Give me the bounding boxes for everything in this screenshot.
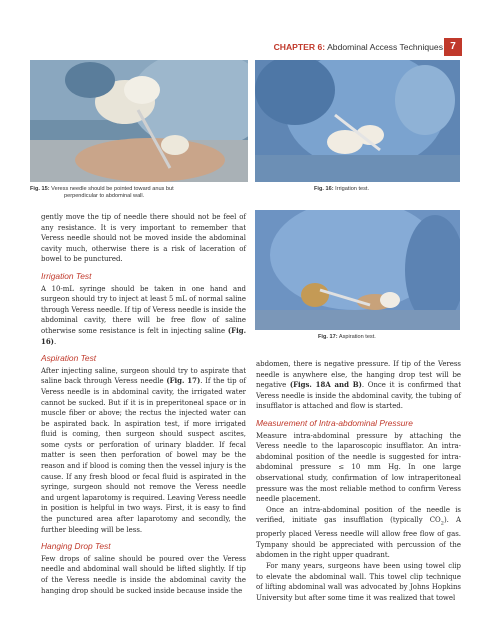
heading-intra-abdominal-pressure: Measurement of Intra-abdominal Pressure xyxy=(256,417,413,428)
figure-15-caption xyxy=(30,186,250,200)
figure-18-ref: (Figs. 18A and B) xyxy=(289,380,362,390)
aspiration-text-end: . If the tip of Veress needle is in abdominal cavity, the irrigated water cannot be sucked. But if it is in preperitoneal space or in muscle fiber or above; the rectus the injected water can be aspirated back. In aspiration test, if more irrigated fluid is coming, then surgeon should suspect ascites, some cysts or perforation of urinary bladder. If fecal matter is seen then perforation of bowel may be the reason and if blood is coming then the vessel injury is the cause. If any fresh blood or fecal fluid is aspirated in the syringe, surgeon should not remove the Veress needle and urgent laparotomy is required. Leaving Veress needle in position is helpful in two ways. First, it is easy to find the punctured area after laparotomy and secondly, the further bleeding will be less. xyxy=(41,377,246,534)
heading-irrigation-test: Irrigation Test xyxy=(41,270,92,281)
heading-aspiration-test: Aspiration Test xyxy=(41,353,97,364)
figure-16-caption xyxy=(314,186,454,193)
figure-17-caption-text: Aspiration test. xyxy=(338,334,376,340)
page-number: 7 xyxy=(444,38,462,56)
figure-17-ref: (Fig. 17) xyxy=(166,376,201,386)
paragraph-pressure-2 xyxy=(256,505,461,561)
left-column xyxy=(41,212,246,596)
chapter-title: Abdominal Access Techniques xyxy=(327,42,443,52)
running-header xyxy=(0,38,490,58)
right-column xyxy=(256,359,461,603)
pressure-2-text: Once an intra-abdominal position of the needle is verified, initiate gas insufflation (typically CO xyxy=(256,505,461,525)
chapter-label: CHAPTER 6: xyxy=(273,42,326,52)
heading-hanging-drop-test: Hanging Drop Test xyxy=(41,541,111,552)
figure-15-photo xyxy=(30,60,248,182)
figure-16-photo xyxy=(255,60,460,182)
irrigation-text-end: . xyxy=(53,337,57,346)
figure-17-caption xyxy=(318,334,458,341)
paragraph-continuation xyxy=(256,359,461,412)
co2-subscript: 2 xyxy=(440,520,444,527)
figure-15-label: Fig. 15: xyxy=(30,186,50,192)
continuation-text: abdomen, there is negative pressure. If tip of the Veress needle is anywhere else, the hanging drop test will be negative xyxy=(256,360,461,390)
paragraph-pressure-1: Measure intra-abdominal pressure by attaching the Veress needle to the laparoscopic insufflator. An intra-abdominal position of the needle is suggested for intra-abdominal pressure ≤ 10 mm Hg. In one large observational study, confirmation of low intraperitoneal pressure was the most reliable method to confirm Veress needle placement. xyxy=(256,431,461,504)
pressure-2-text-end: ). A properly placed Veress needle will allow free flow of gas. Tympany should be appreciated with percussion of the abdomen in the right upper quadrant. xyxy=(256,516,461,560)
figure-16-label: Fig. 16: xyxy=(314,186,334,192)
figure-17-label: Fig. 17: xyxy=(318,334,338,340)
figure-16-caption-text: Irrigation test. xyxy=(335,186,370,192)
irrigation-text: A 10-mL syringe should be taken in one hand and surgeon should try to inject at least 5 mL of normal saline through Veress needle. If tip of Veress needle is inside the abdominal cavity, there will be free flow of saline otherwise some resistance is felt in injecting saline xyxy=(41,284,246,335)
paragraph-hanging-drop: Few drops of saline should be poured over the Veress needle and abdominal wall should be lifted slightly. If tip of the Veress needle is inside the abdominal cavity the hanging drop should be sucked inside because inside the xyxy=(41,554,246,595)
figure-16-ref: (Fig. 16) xyxy=(41,325,246,346)
paragraph-aspiration xyxy=(41,366,246,536)
paragraph-towel-clip: For many years, surgeons have been using towel clip to elevate the abdominal wall. This towel clip technique of lifting abdominal wall was advocated by Johns Hopkins University but after some time it was realized that towel xyxy=(256,562,461,602)
paragraph-irrigation xyxy=(41,284,246,348)
aspiration-text: After injecting saline, surgeon should try to aspirate that saline back through Veress needle xyxy=(41,366,246,386)
chapter-heading xyxy=(274,42,443,52)
paragraph-intro: gently move the tip of needle there should not be feel of any resistance. It is very important to remember that Veress needle should not be moved inside the abdominal cavity much, otherwise there is a risk of laceration of bowel to be punctured. xyxy=(41,213,246,264)
figure-15-caption-line1: Veress needle should be pointed toward anus but xyxy=(51,186,174,192)
figure-15-caption-line2: perpendicular to abdominal wall. xyxy=(64,193,145,199)
continuation-text-end: . Once it is confirmed that Veress needle is inside the abdominal cavity, the tubing of insufflator is attached and flow is started. xyxy=(256,381,461,411)
figure-17-photo xyxy=(255,210,460,330)
